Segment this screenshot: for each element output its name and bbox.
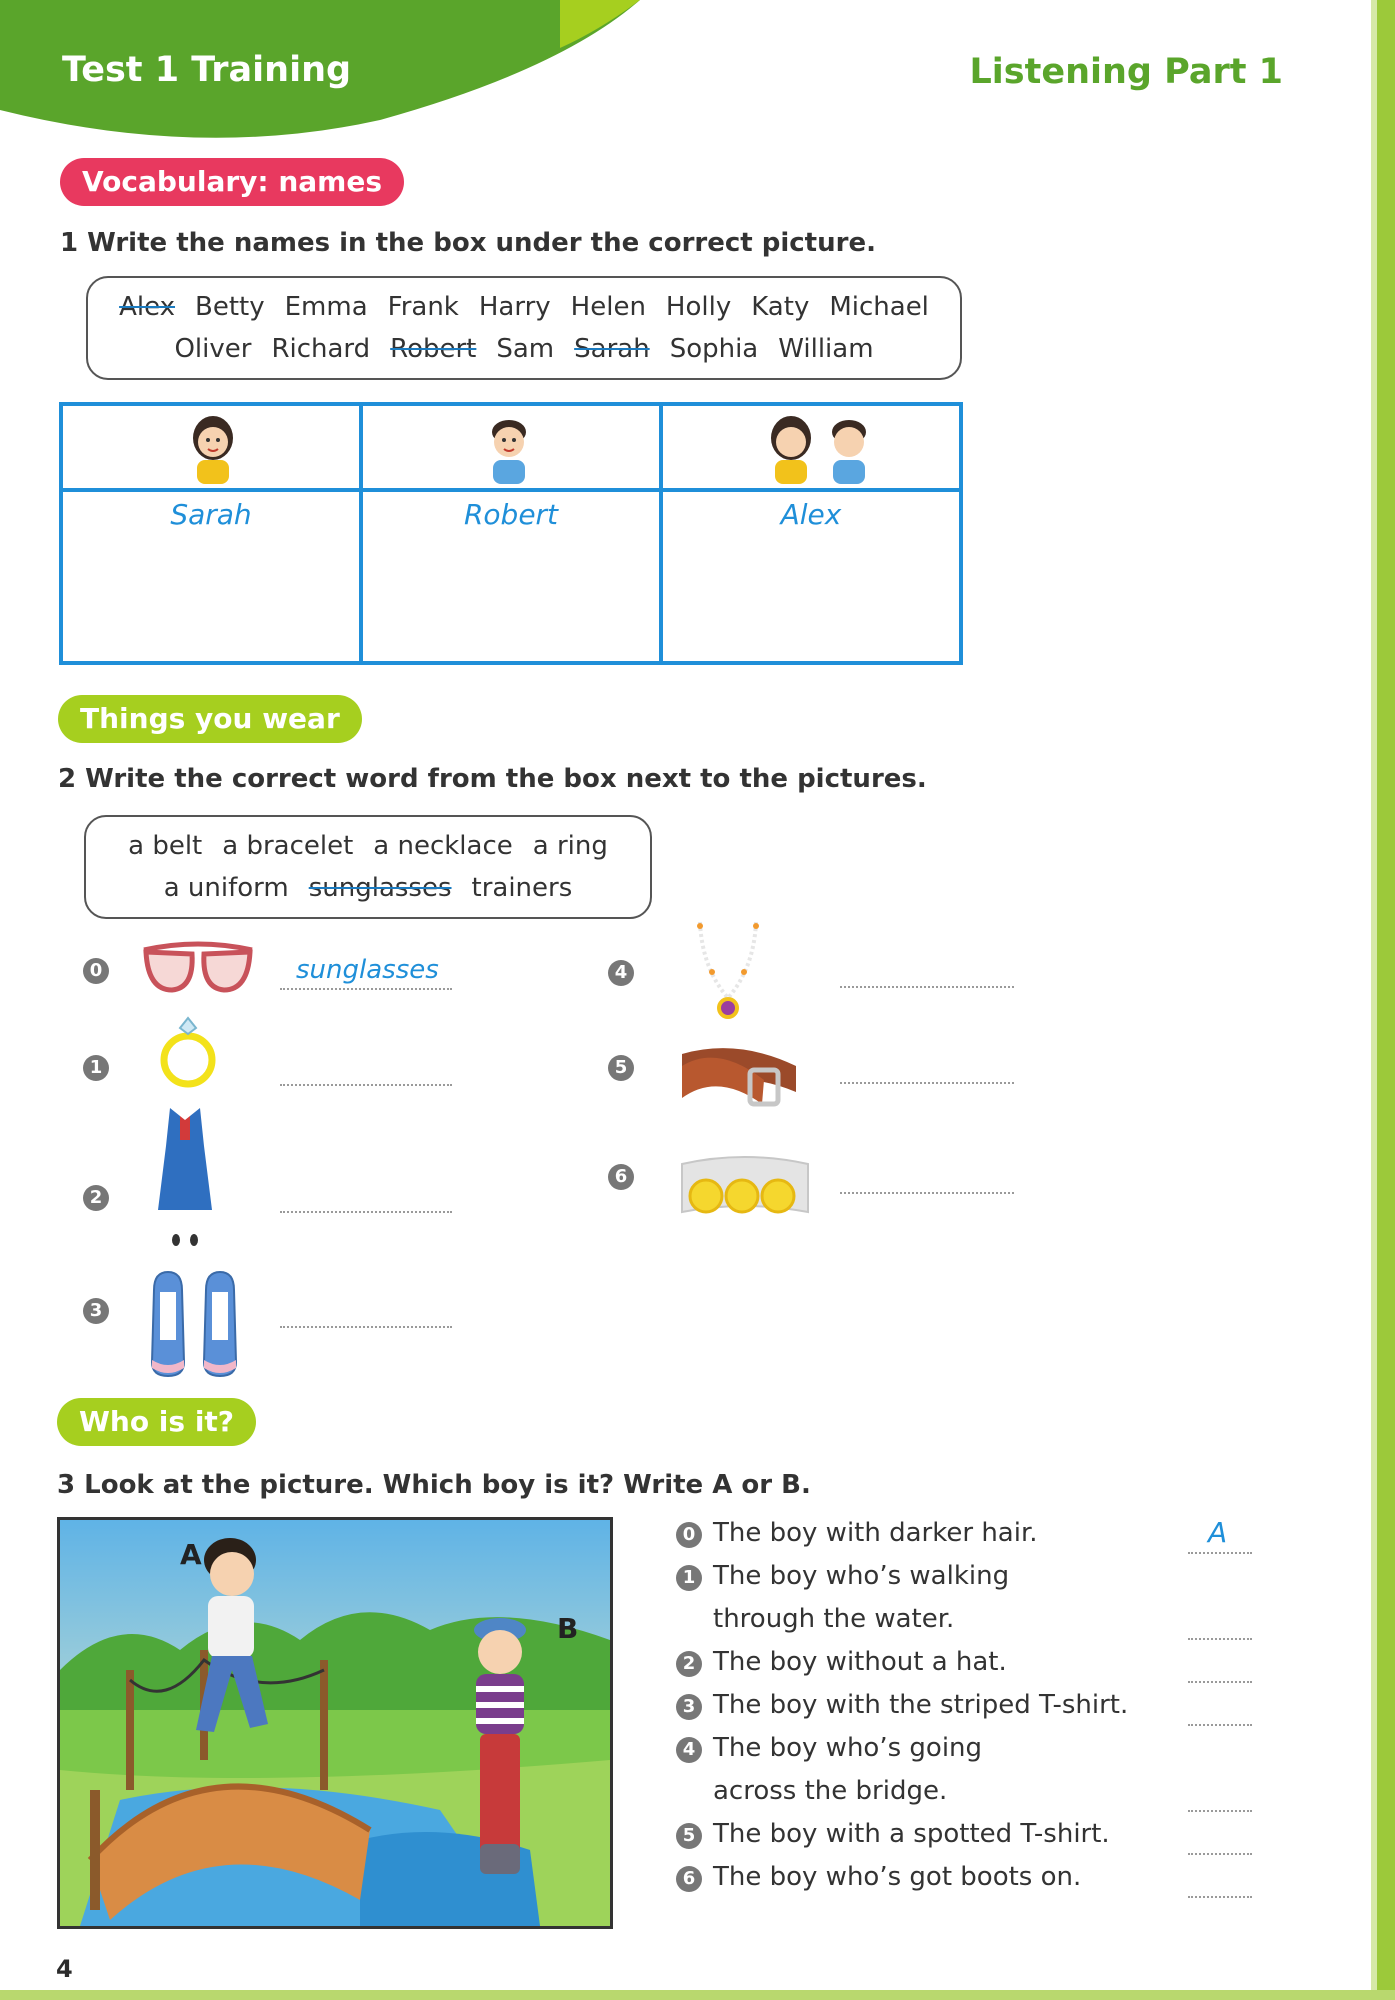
word-frank: Frank — [387, 292, 459, 322]
section-pill-vocabulary: Vocabulary: names — [60, 158, 404, 206]
label-boy-b: B — [557, 1612, 579, 1645]
item-number-0: 0 — [83, 958, 109, 984]
question-text-1-line-2: through the water. — [713, 1604, 955, 1634]
item-number-2: 2 — [83, 1185, 109, 1211]
answer-line-2[interactable] — [280, 1211, 452, 1213]
page-number: 4 — [56, 1955, 73, 1983]
bridge-scene-illustration — [60, 1520, 610, 1926]
question-text-3-line-1: The boy with the striped T-shirt. — [713, 1690, 1129, 1720]
answer-cell-1[interactable] — [63, 492, 363, 661]
word-a-bracelet: a bracelet — [222, 831, 354, 861]
word-oliver: Oliver — [174, 334, 252, 364]
uniform-icon — [150, 1106, 220, 1256]
answer-line-0[interactable] — [280, 988, 452, 990]
question-answer-line-6[interactable] — [1188, 1896, 1252, 1898]
item-number-1: 1 — [83, 1055, 109, 1081]
question-text-0-line-1: The boy with darker hair. — [713, 1518, 1038, 1548]
question-answer-0: A — [1208, 1516, 1228, 1549]
item-number-5: 5 — [608, 1055, 634, 1081]
clothes-row-1 — [86, 825, 650, 867]
ring-icon — [152, 1014, 224, 1092]
girl-icon — [63, 406, 363, 488]
question-text-6-line-1: The boy who’s got boots on. — [713, 1862, 1082, 1892]
word-a-belt: a belt — [128, 831, 203, 861]
names-row-1 — [88, 286, 960, 328]
word-helen: Helen — [570, 292, 646, 322]
part-title: Listening Part 1 — [969, 52, 1283, 92]
question-text-4-line-1: The boy who’s going — [713, 1733, 983, 1763]
clothes-row-2 — [86, 867, 650, 909]
picture-cell-1 — [63, 406, 363, 492]
page-bottom-stripe — [0, 1990, 1395, 2000]
question-answer-line-2[interactable] — [1188, 1681, 1252, 1683]
question-number-6: 6 — [676, 1866, 702, 1892]
word-a-necklace: a necklace — [373, 831, 513, 861]
bracelet-icon — [678, 1152, 812, 1228]
page-edge-stripe — [1377, 0, 1395, 2000]
item-number-6: 6 — [608, 1164, 634, 1190]
word-trainers: trainers — [471, 873, 573, 903]
question-text-5-line-1: The boy with a spotted T-shirt. — [713, 1819, 1110, 1849]
item-answer-0: sunglasses — [296, 955, 439, 985]
section-pill-things-you-wear: Things you wear — [58, 695, 362, 743]
word-richard: Richard — [271, 334, 371, 364]
necklace-icon — [688, 908, 768, 1020]
question-answer-line-3[interactable] — [1188, 1724, 1252, 1726]
word-holly: Holly — [665, 292, 732, 322]
picture-cell-2 — [363, 406, 663, 492]
word-william: William — [778, 334, 874, 364]
section-pill-who-is-it: Who is it? — [57, 1398, 256, 1446]
instruction-1: 1 Write the names in the box under the correct picture. — [60, 228, 876, 258]
bridge-scene-picture — [57, 1517, 613, 1929]
word-harry: Harry — [478, 292, 551, 322]
question-text-2-line-1: The boy without a hat. — [713, 1647, 1007, 1677]
sunglasses-icon — [138, 938, 258, 1000]
test-title: Test 1 Training — [62, 50, 352, 90]
word-sam: Sam — [496, 334, 555, 364]
example-name-1: Sarah — [170, 498, 252, 531]
question-number-0: 0 — [676, 1522, 702, 1548]
names-row-2 — [88, 328, 960, 370]
girl-and-boy-icon — [663, 406, 959, 488]
trainers-icon — [148, 1270, 240, 1380]
question-answer-line-0[interactable] — [1188, 1552, 1252, 1554]
answer-line-6[interactable] — [840, 1192, 1014, 1194]
instruction-3: 3 Look at the picture. Which boy is it? Write A or B. — [57, 1470, 811, 1500]
word-michael: Michael — [829, 292, 929, 322]
word-robert: Robert — [390, 334, 477, 364]
question-number-5: 5 — [676, 1823, 702, 1849]
instruction-2: 2 Write the correct word from the box next to the pictures. — [58, 764, 927, 794]
word-alex: Alex — [119, 292, 176, 322]
question-text-1-line-1: The boy who’s walking — [713, 1561, 1010, 1591]
names-word-box — [86, 276, 962, 380]
example-name-2: Robert — [463, 498, 559, 531]
question-text-4-line-2: across the bridge. — [713, 1776, 948, 1806]
question-number-1: 1 — [676, 1565, 702, 1591]
picture-cell-3 — [663, 406, 959, 492]
question-number-3: 3 — [676, 1694, 702, 1720]
boy-icon — [363, 406, 663, 488]
word-sunglasses: sunglasses — [308, 873, 452, 903]
item-number-3: 3 — [83, 1298, 109, 1324]
question-answer-line-4[interactable] — [1188, 1810, 1252, 1812]
question-answer-line-5[interactable] — [1188, 1853, 1252, 1855]
word-betty: Betty — [195, 292, 265, 322]
question-number-2: 2 — [676, 1651, 702, 1677]
word-a-uniform: a uniform — [163, 873, 289, 903]
answer-line-3[interactable] — [280, 1326, 452, 1328]
question-number-4: 4 — [676, 1737, 702, 1763]
question-answer-line-1[interactable] — [1188, 1638, 1252, 1640]
word-katy: Katy — [751, 292, 810, 322]
label-boy-a: A — [180, 1538, 202, 1571]
example-name-3: Alex — [780, 498, 842, 531]
clothes-word-box — [84, 815, 652, 919]
item-number-4: 4 — [608, 960, 634, 986]
belt-icon — [678, 1038, 802, 1112]
answer-line-4[interactable] — [840, 986, 1014, 988]
word-sarah: Sarah — [574, 334, 650, 364]
answer-cell-2[interactable] — [363, 492, 663, 661]
word-emma: Emma — [284, 292, 368, 322]
word-sophia: Sophia — [669, 334, 759, 364]
answer-line-1[interactable] — [280, 1084, 452, 1086]
answer-cell-3[interactable] — [663, 492, 959, 661]
word-a-ring: a ring — [532, 831, 608, 861]
answer-line-5[interactable] — [840, 1082, 1014, 1084]
names-table — [59, 402, 963, 665]
